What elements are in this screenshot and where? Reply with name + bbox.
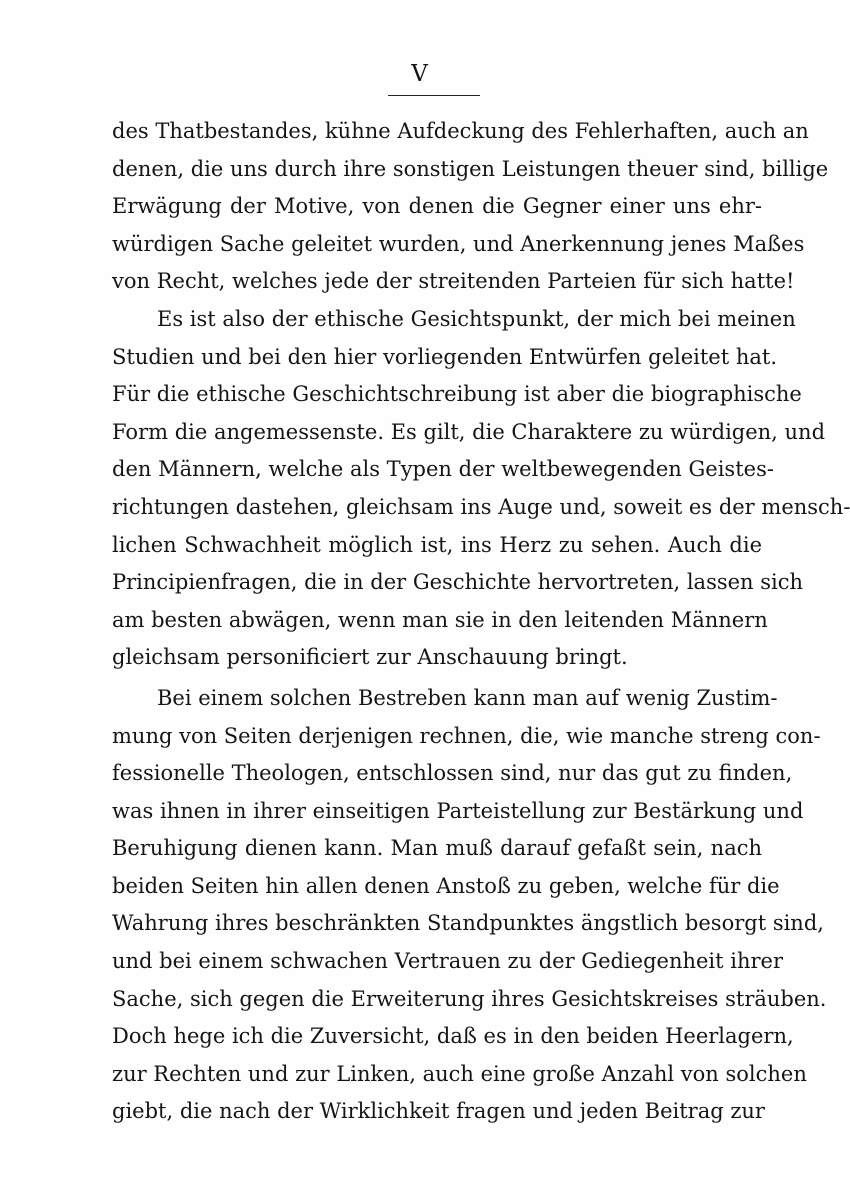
text-line: Bei einem solchen Bestreben kann man auf wenig Zustim- xyxy=(157,685,778,710)
page-number: V xyxy=(411,61,429,87)
text-line: Doch hege ich die Zuversicht, daß es in den beiden Heerlagern, xyxy=(112,1024,794,1049)
text-line: von Recht, welches jede der streitenden Parteien für sich hatte! xyxy=(112,269,795,294)
text-line: am besten abwägen, wenn man sie in den leitenden Männern xyxy=(112,607,768,632)
text-line: fessionelle Theologen, entschlossen sind, nur das gut zu finden, xyxy=(112,761,793,786)
text-line: Studien und bei den hier vorliegenden Entwürfen geleitet hat. xyxy=(112,344,777,369)
header-rule xyxy=(388,95,480,96)
text-line: Es ist also der ethische Gesichtspunkt, der mich bei meinen xyxy=(157,306,796,331)
text-line: giebt, die nach der Wirklichkeit fragen und jeden Beitrag zur xyxy=(112,1099,765,1124)
body-text xyxy=(112,113,850,1131)
text-line: Sache, sich gegen die Erweiterung ihres Gesichtskreises sträuben. xyxy=(112,986,827,1011)
text-line: Beruhigung dienen kann. Man muß darauf gefaßt sein, nach xyxy=(112,836,762,861)
text-line: lichen Schwachheit möglich ist, ins Herz zu sehen. Auch die xyxy=(112,532,762,557)
text-line: denen, die uns durch ihre sonstigen Leistungen theuer sind, billige xyxy=(112,156,829,181)
text-line: zur Rechten und zur Linken, auch eine große Anzahl von solchen xyxy=(112,1061,807,1086)
text-line: was ihnen in ihrer einseitigen Parteistellung zur Bestärkung und xyxy=(112,798,804,823)
text-line: Erwägung der Motive, von denen die Gegner einer uns ehr- xyxy=(112,194,762,219)
text-line: gleichsam personificiert zur Anschauung bringt. xyxy=(112,645,628,670)
text-line: richtungen dastehen, gleichsam ins Auge und, soweit es der mensch- xyxy=(112,494,850,519)
text-line: Für die ethische Geschichtschreibung ist aber die biographische xyxy=(112,382,802,407)
text-line: Form die angemessenste. Es gilt, die Charaktere zu würdigen, und xyxy=(112,419,826,444)
text-line: mung von Seiten derjenigen rechnen, die, wie manche streng con- xyxy=(112,723,821,748)
text-line: den Männern, welche als Typen der weltbewegenden Geistes- xyxy=(112,457,774,482)
text-line: des Thatbestandes, kühne Aufdeckung des Fehlerhaften, auch an xyxy=(112,119,809,143)
text-line: beiden Seiten hin allen denen Anstoß zu geben, welche für die xyxy=(112,873,780,898)
text-line: Wahrung ihres beschränkten Standpunktes ängstlich besorgt sind, xyxy=(112,911,824,936)
text-line: und bei einem schwachen Vertrauen zu der Gediegenheit ihrer xyxy=(112,949,784,974)
text-line: Principienfragen, die in der Geschichte hervortreten, lassen sich xyxy=(112,570,804,595)
text-line: würdigen Sache geleitet wurden, und Anerkennung jenes Maßes xyxy=(112,231,805,256)
